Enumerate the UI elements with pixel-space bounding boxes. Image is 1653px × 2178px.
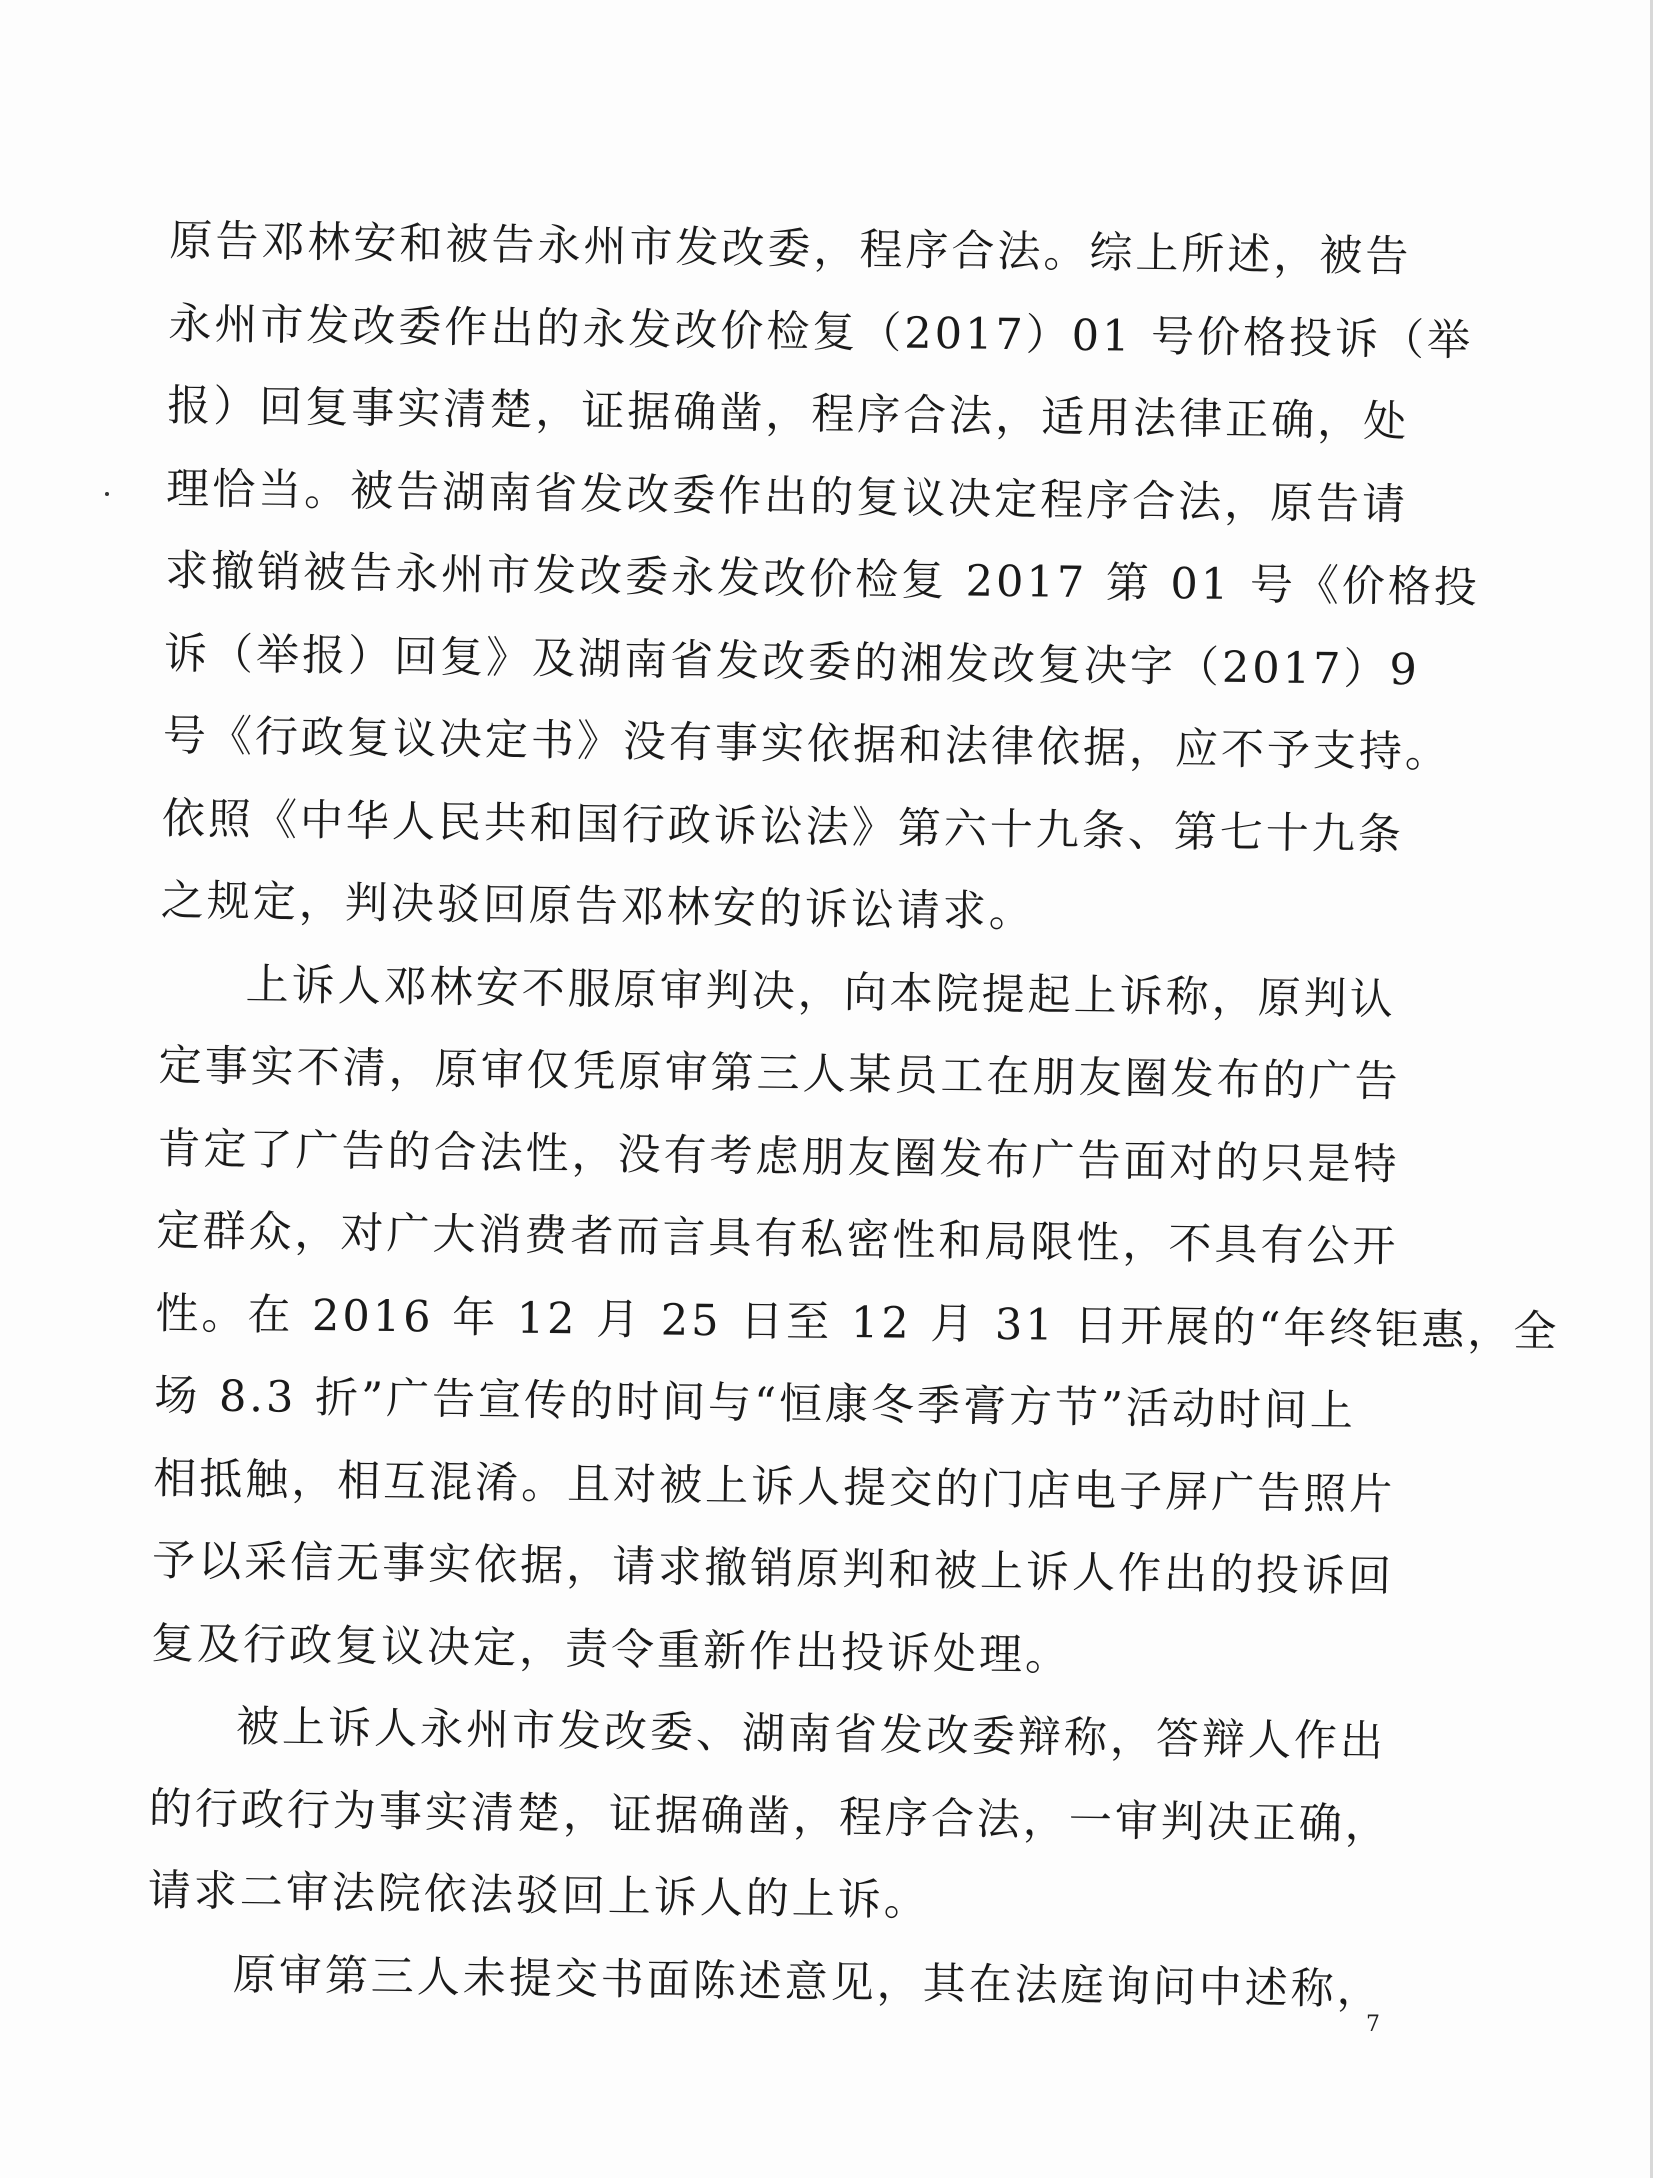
text-line: 永州市发改委作出的永发改价检复（2017）01 号价格投诉（举 (168, 298, 1474, 366)
text-line: 理恰当。被告湖南省发改委作出的复议决定程序合法，原告请 (165, 463, 1409, 530)
text-line: 定事实不清，原审仅凭原审第三人某员工在朋友圈发布的广告 (158, 1040, 1401, 1108)
text-line: 相抵触，相互混淆。且对被上诉人提交的门店电子屏广告照片 (152, 1453, 1396, 1520)
text-line: 号《行政复议决定书》没有事实依据和法律依据，应不予支持。 (162, 710, 1452, 778)
text-line: 肯定了广告的合法性，没有考虑朋友圈发布广告面对的只是特 (157, 1123, 1400, 1190)
paragraph-first-line: 被上诉人永州市发改委、湖南省发改委辩称，答辩人作出 (235, 1701, 1387, 1768)
document-body-text (146, 200, 1560, 2032)
text-line: 性。在 2016 年 12 月 25 日至 12 月 31 日开展的“年终钜惠，全 (155, 1288, 1560, 1357)
scan-speck (105, 492, 109, 496)
text-line: 复及行政复议决定，责令重新作出投诉处理。 (150, 1618, 1072, 1681)
text-line: 予以采信无事实依据，请求撤销原判和被上诉人作出的投诉回 (151, 1535, 1395, 1603)
text-line: 场 8.3 折”广告宣传的时间与“恒康冬季膏方节”活动时间上 (154, 1370, 1357, 1437)
text-line: 之规定，判决驳回原告邓林安的诉讼请求。 (160, 875, 1036, 938)
text-line: 诉（举报）回复》及湖南省发改委的湘发改复决字（2017）9 (163, 628, 1421, 695)
text-line: 报）回复事实清楚，证据确凿，程序合法，适用法律正确，处 (166, 380, 1410, 448)
paragraph-first-line: 上诉人邓林安不服原审判决，向本院提起上诉称，原判认 (245, 959, 1396, 1025)
text-line: 定群众，对广大消费者而言具有私密性和局限性，不具有公开 (156, 1205, 1399, 1273)
text-line: 依照《中华人民共和国行政诉讼法》第六十九条、第七十九条 (161, 793, 1405, 860)
text-line: 请求二审法院依法驳回上诉人的上诉。 (147, 1865, 931, 1927)
text-line: 求撤销被告永州市发改委永发改价检复 2017 第 01 号《价格投 (164, 545, 1481, 614)
page-number: 7 (1366, 2012, 1380, 2037)
paragraph-first-line: 原审第三人未提交书面陈述意见，其在法庭询问中述称， (232, 1949, 1384, 2015)
text-line: 的行政行为事实清楚，证据确凿，程序合法，一审判决正确， (148, 1783, 1392, 1850)
text-line: 原告邓林安和被告永州市发改委，程序合法。综上所述，被告 (169, 215, 1412, 283)
